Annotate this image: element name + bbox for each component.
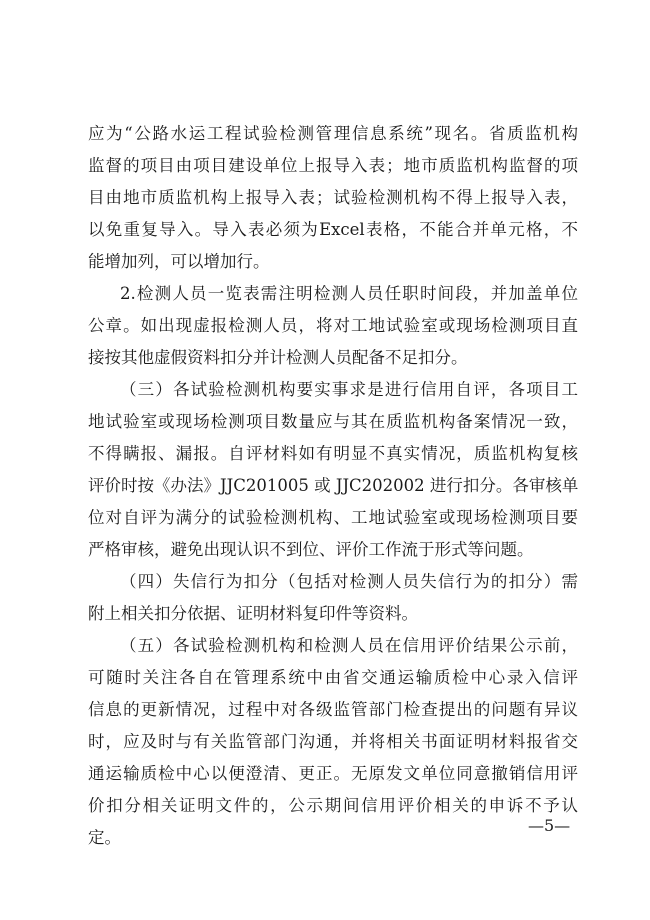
paragraph-3-line-1: （三）各试验检测机构要实事求是进行信用自评，各项目工: [120, 380, 578, 399]
paragraph-3-line-5: 位对自评为满分的试验检测机构、工地试验室或现场检测项目要: [88, 508, 578, 527]
paragraph-2-line-1: 2.检测人员一览表需注明检测人员任职时间段，并加盖单位: [120, 284, 578, 303]
paragraph-4-line-1: （四）失信行为扣分（包括对检测人员失信行为的扣分）需: [120, 572, 578, 591]
paragraph-2-line-2: 公章。如出现虚报检测人员，将对工地试验室或现场检测项目直: [88, 316, 578, 335]
paragraph-2-line-3: 接按其他虚假资料扣分并计检测人员配备不足扣分。: [88, 348, 468, 367]
paragraph-5-line-3: 信息的更新情况，过程中对各级监管部门检查提出的问题有异议: [88, 700, 578, 719]
paragraph-1-line-1: 应为“公路水运工程试验检测管理信息系统”现名。省质监机构: [88, 124, 578, 143]
paragraph-1-line-2: 监督的项目由项目建设单位上报导入表；地市质监机构监督的项: [88, 156, 578, 175]
paragraph-4-line-2: 附上相关扣分依据、证明材料复印件等资料。: [88, 604, 418, 623]
page-number: —5—: [528, 816, 571, 835]
paragraph-3-line-3: 不得瞒报、漏报。自评材料如有明显不真实情况，质监机构复核: [88, 444, 578, 463]
paragraph-5-line-6: 价扣分相关证明文件的，公示期间信用评价相关的申诉不予认: [88, 796, 578, 815]
paragraph-3-line-2: 地试验室或现场检测项目数量应与其在质监机构备案情况一致，: [88, 412, 578, 431]
paragraph-1-line-5: 能增加列，可以增加行。: [88, 252, 270, 271]
paragraph-5-line-2: 可随时关注各自在管理系统中由省交通运输质检中心录入信评: [88, 668, 578, 687]
paragraph-5-line-4: 时，应及时与有关监管部门沟通，并将相关书面证明材料报省交: [88, 732, 578, 751]
paragraph-3-line-4: 评价时按《办法》JJC201005 或 JJC202002 进行扣分。各审核单: [88, 476, 578, 495]
paragraph-5-line-1: （五）各试验检测机构和检测人员在信用评价结果公示前，: [120, 636, 578, 655]
paragraph-1-line-4: 以免重复导入。导入表必须为Excel表格，不能合并单元格，不: [88, 220, 578, 239]
paragraph-1-line-3: 目由地市质监机构上报导入表；试验检测机构不得上报导入表，: [88, 188, 578, 207]
paragraph-3-line-6: 严格审核，避免出现认识不到位、评价工作流于形式等问题。: [88, 540, 534, 559]
paragraph-5-line-7: 定。: [88, 828, 121, 847]
paragraph-5-line-5: 通运输质检中心以便澄清、更正。无原发文单位同意撤销信用评: [88, 764, 578, 783]
